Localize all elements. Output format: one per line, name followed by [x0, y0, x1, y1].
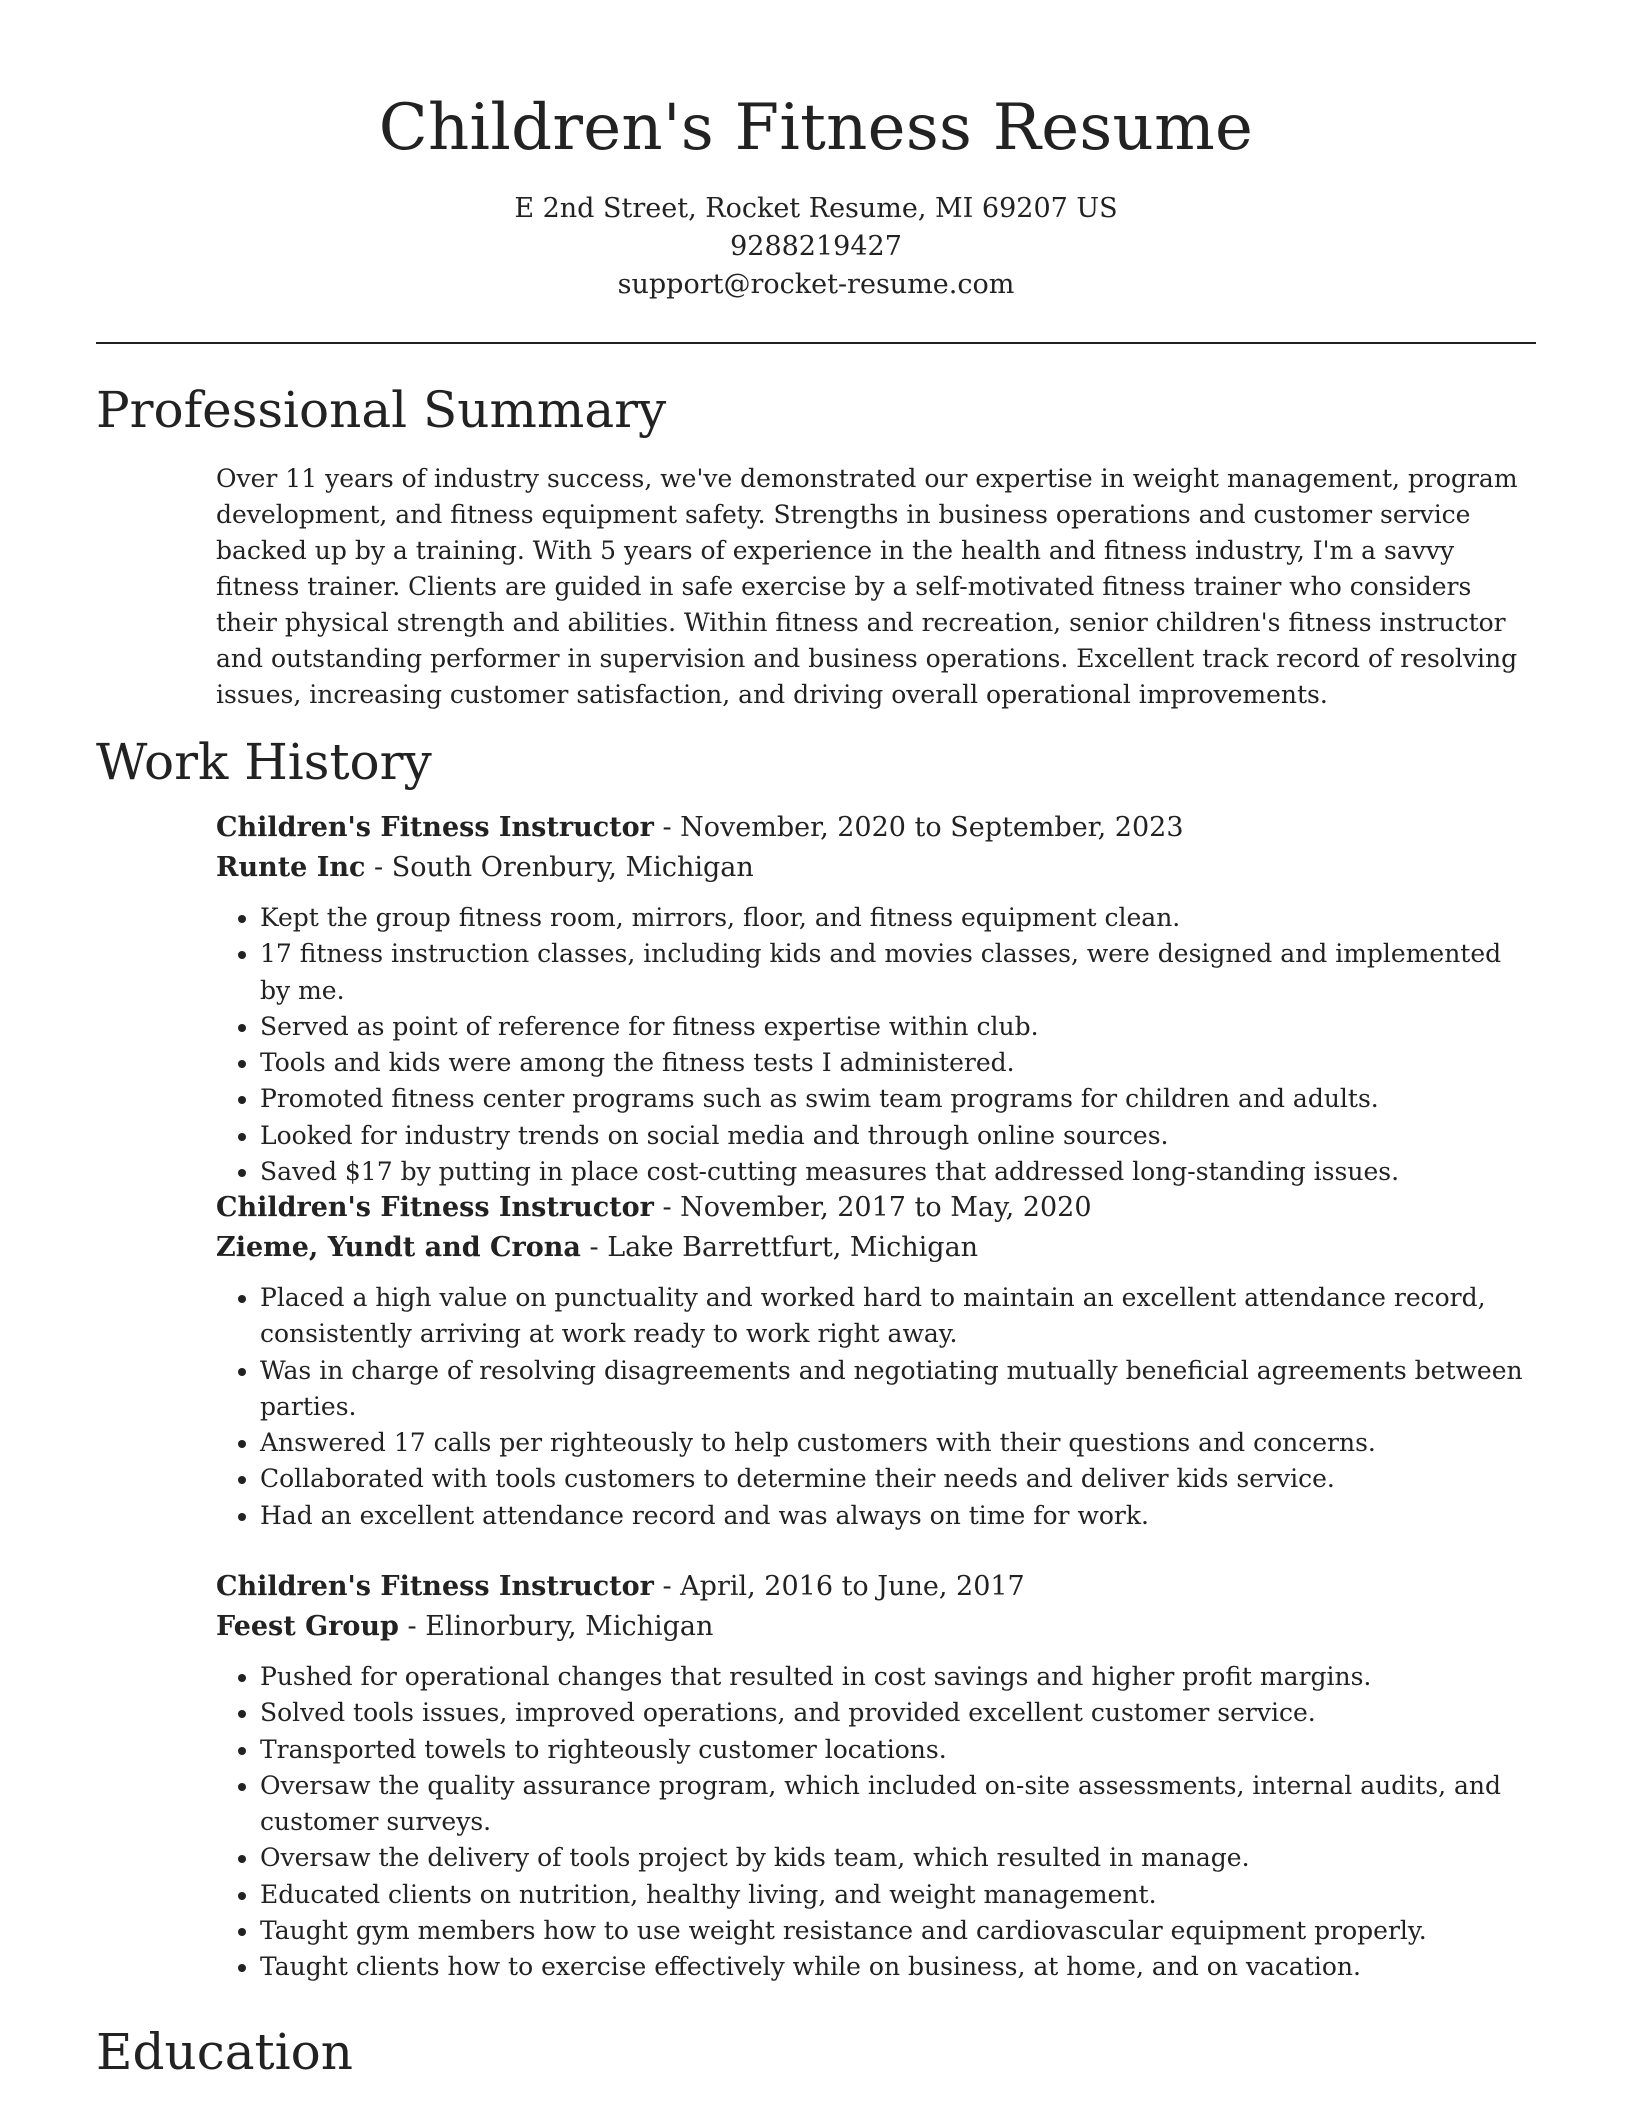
job-company-line: Runte Inc - South Orenbury, Michigan — [216, 852, 754, 883]
job-entry — [216, 1188, 1536, 1534]
job-company: Runte Inc — [216, 852, 366, 883]
header-divider — [96, 342, 1536, 344]
job-company-line: Zieme, Yundt and Crona - Lake Barrettfurt, Michigan — [216, 1232, 979, 1263]
job-dates: November, 2017 to May, 2020 — [680, 1192, 1092, 1223]
contact-email: support@rocket-resume.com — [617, 269, 1015, 300]
list-item: • Served as point of reference for fitness expertise within club. — [260, 1009, 1536, 1045]
job-entry — [216, 1567, 1536, 1986]
job-location: Lake Barrettfurt, Michigan — [607, 1232, 979, 1263]
job-title: Children's Fitness Instructor — [216, 1192, 654, 1223]
job-title: Children's Fitness Instructor — [216, 1571, 654, 1602]
job-title-line: Children's Fitness Instructor - November, 2020 to September, 2023 — [216, 812, 1184, 843]
job-dates: November, 2020 to September, 2023 — [680, 812, 1184, 843]
list-item: • Was in charge of resolving disagreements and negotiating mutually beneficial agreements between parties. — [260, 1353, 1536, 1426]
job-entry — [216, 808, 1536, 1190]
list-item: • Educated clients on nutrition, healthy living, and weight management. — [260, 1877, 1536, 1913]
job-company: Feest Group — [216, 1611, 399, 1642]
job-title-line: Children's Fitness Instructor - November, 2017 to May, 2020 — [216, 1192, 1092, 1223]
list-item: • 17 fitness instruction classes, including kids and movies classes, were designed and implemented by me. — [260, 936, 1536, 1009]
section-heading-education: Education — [96, 2023, 353, 2081]
summary-text: Over 11 years of industry success, we've demonstrated our expertise in weight management, program development, and fitness equipment safety. Strengths in business operations and customer service backed up by a training. With 5 years of experience in the health and fitness industry, I'm a savvy fitness trainer. Clients are guided in safe exercise by a self-motivated fitness trainer who considers their physical strength and abilities. Within fitness and recreation, senior children's fitness instructor and outstanding performer in supervision and business operations. Excellent track record of resolving issues, increasing customer satisfaction, and driving overall operational improvements. — [216, 464, 1518, 709]
job-location: Elinorbury, Michigan — [425, 1611, 714, 1642]
section-heading-summary: Professional Summary — [96, 381, 667, 439]
list-item: • Placed a high value on punctuality and worked hard to maintain an excellent attendance record, consistently arriving at work ready to work right away. — [260, 1280, 1536, 1353]
job-duties-list — [216, 1280, 1536, 1534]
list-item: • Transported towels to righteously customer locations. — [260, 1732, 1536, 1768]
job-title: Children's Fitness Instructor — [216, 812, 654, 843]
job-company: Zieme, Yundt and Crona — [216, 1232, 581, 1263]
list-item: • Looked for industry trends on social media and through online sources. — [260, 1118, 1536, 1154]
list-item: • Tools and kids were among the fitness tests I administered. — [260, 1045, 1536, 1081]
list-item: • Taught clients how to exercise effectively while on business, at home, and on vacation. — [260, 1949, 1536, 1985]
list-item: • Saved $17 by putting in place cost-cutting measures that addressed long-standing issues. — [260, 1154, 1536, 1190]
job-company-line: Feest Group - Elinorbury, Michigan — [216, 1611, 714, 1642]
list-item: • Oversaw the quality assurance program, which included on-site assessments, internal audits, and customer surveys. — [260, 1768, 1536, 1841]
section-heading-work-history: Work History — [96, 733, 432, 791]
list-item: • Solved tools issues, improved operations, and provided excellent customer service. — [260, 1695, 1536, 1731]
job-duties-list — [216, 1659, 1536, 1986]
list-item: • Had an excellent attendance record and was always on time for work. — [260, 1498, 1536, 1534]
resume-title: Children's Fitness Resume — [378, 91, 1254, 165]
list-item: • Pushed for operational changes that resulted in cost savings and higher profit margins. — [260, 1659, 1536, 1695]
contact-block — [96, 190, 1536, 304]
contact-address: E 2nd Street, Rocket Resume, MI 69207 US — [514, 193, 1118, 224]
list-item: • Collaborated with tools customers to determine their needs and deliver kids service. — [260, 1461, 1536, 1497]
job-dates: April, 2016 to June, 2017 — [680, 1571, 1025, 1602]
list-item: • Promoted fitness center programs such as swim team programs for children and adults. — [260, 1081, 1536, 1117]
list-item: • Taught gym members how to use weight resistance and cardiovascular equipment properly. — [260, 1913, 1536, 1949]
job-duties-list — [216, 900, 1536, 1190]
list-item: • Answered 17 calls per righteously to help customers with their questions and concerns. — [260, 1425, 1536, 1461]
list-item: • Oversaw the delivery of tools project by kids team, which resulted in manage. — [260, 1840, 1536, 1876]
contact-phone: 9288219427 — [730, 231, 902, 262]
job-location: South Orenbury, Michigan — [391, 852, 754, 883]
list-item: • Kept the group fitness room, mirrors, floor, and fitness equipment clean. — [260, 900, 1536, 936]
job-title-line: Children's Fitness Instructor - April, 2016 to June, 2017 — [216, 1571, 1025, 1602]
resume-header — [96, 80, 1536, 304]
